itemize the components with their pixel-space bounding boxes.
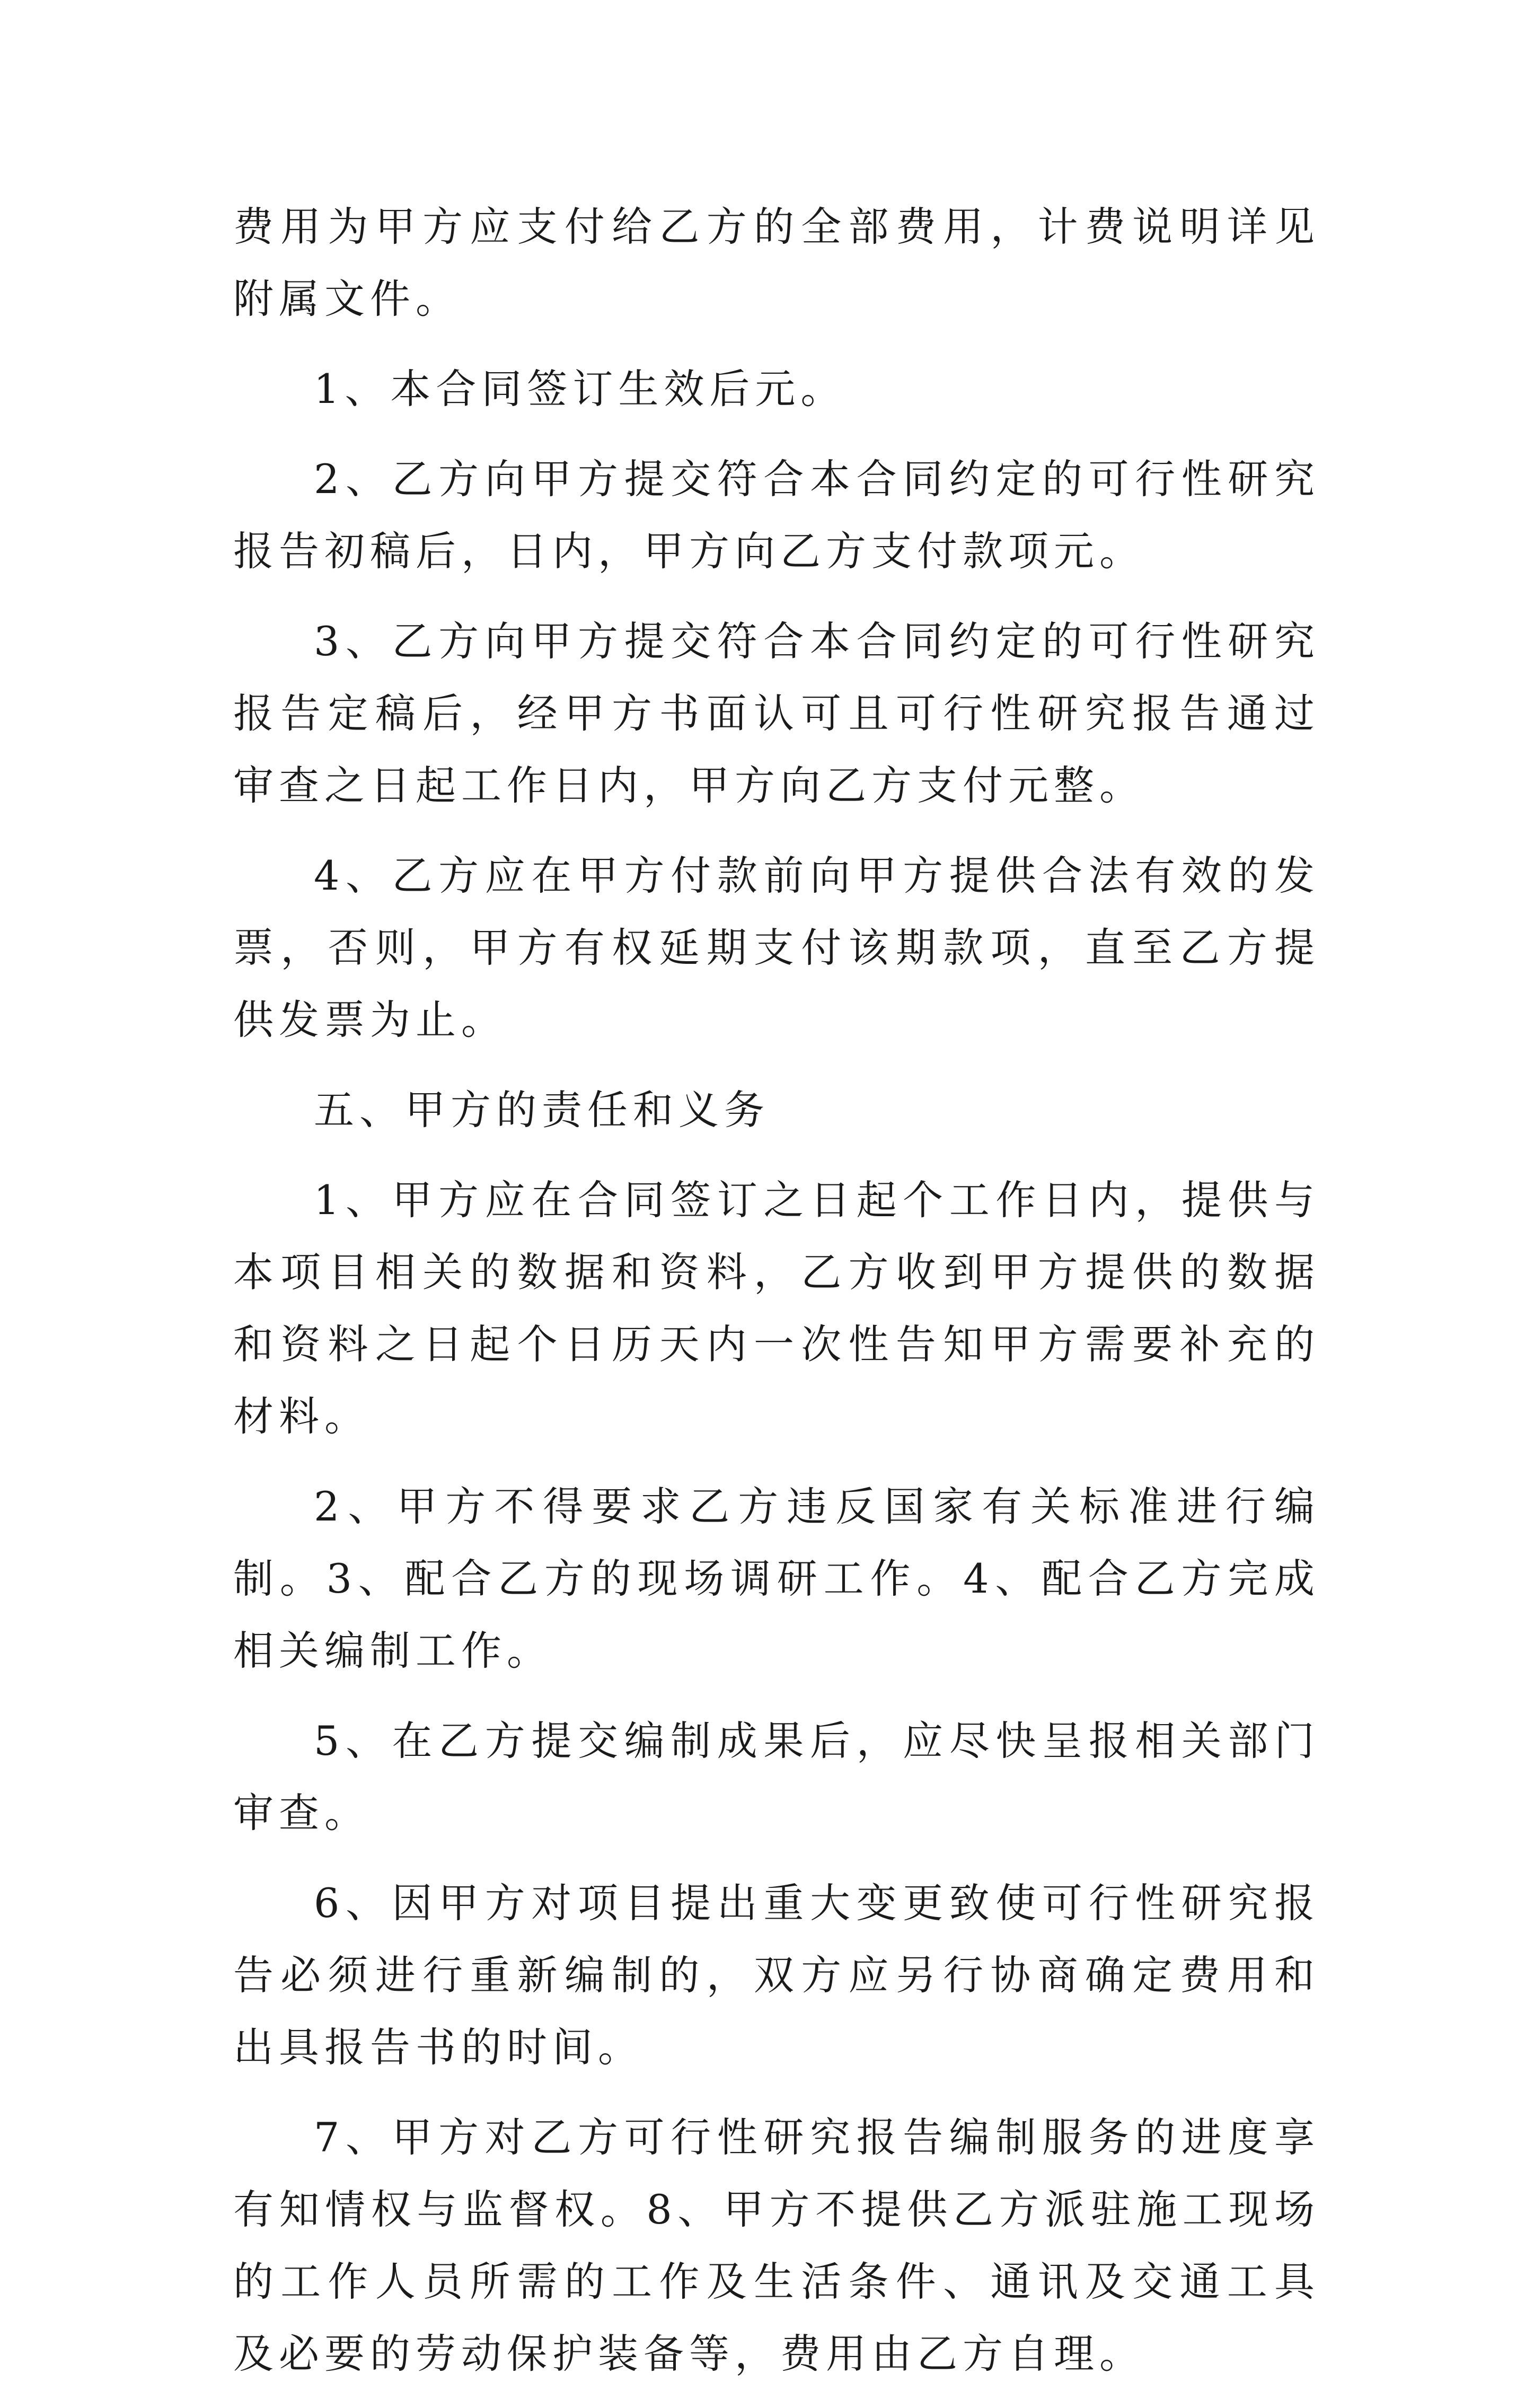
paragraph-fee-continuation: 费用为甲方应支付给乙方的全部费用，计费说明详见附属文件。	[233, 203, 1320, 322]
paragraph-payment-1: 1、本合同签订生效后元。	[314, 365, 847, 412]
paragraph-payment-2: 2、乙方向甲方提交符合本合同约定的可行性研究报告初稿后，日内，甲方向乙方支付款项元。	[233, 455, 1320, 575]
paragraph-payment-4: 4、乙方应在甲方付款前向甲方提供合法有效的发票，否则，甲方有权延期支付该期款项，直至乙方提供发票为止。	[233, 852, 1320, 1043]
paragraph-duty-2-4: 2、甲方不得要求乙方违反国家有关标准进行编制。3、配合乙方的现场调研工作。4、配合乙方完成相关编制工作。	[233, 1483, 1320, 1674]
paragraph-payment-3: 3、乙方向甲方提交符合本合同约定的可行性研究报告定稿后，经甲方书面认可且可行性研究报告通过审查之日起工作日内，甲方向乙方支付元整。	[233, 618, 1320, 809]
paragraph-duty-6: 6、因甲方对项目提出重大变更致使可行性研究报告必须进行重新编制的，双方应另行协商确定费用和出具报告书的时间。	[233, 1879, 1320, 2071]
paragraph-duty-1: 1、甲方应在合同签订之日起个工作日内，提供与本项目相关的数据和资料，乙方收到甲方提供的数据和资料之日起个日历天内一次性告知甲方需要补充的材料。	[233, 1176, 1320, 1440]
paragraph-duty-5: 5、在乙方提交编制成果后，应尽快呈报相关部门审查。	[233, 1717, 1320, 1836]
paragraph-duty-7-8: 7、甲方对乙方可行性研究报告编制服务的进度享有知情权与监督权。8、甲方不提供乙方派驻施工现场的工作人员所需的工作及生活条件、通讯及交通工具及必要的劳动保护装备等，费用由乙方自理。	[233, 2114, 1320, 2377]
section-heading-party-a-duties: 五、甲方的责任和义务	[314, 1086, 770, 1133]
document-body	[233, 191, 1320, 2408]
